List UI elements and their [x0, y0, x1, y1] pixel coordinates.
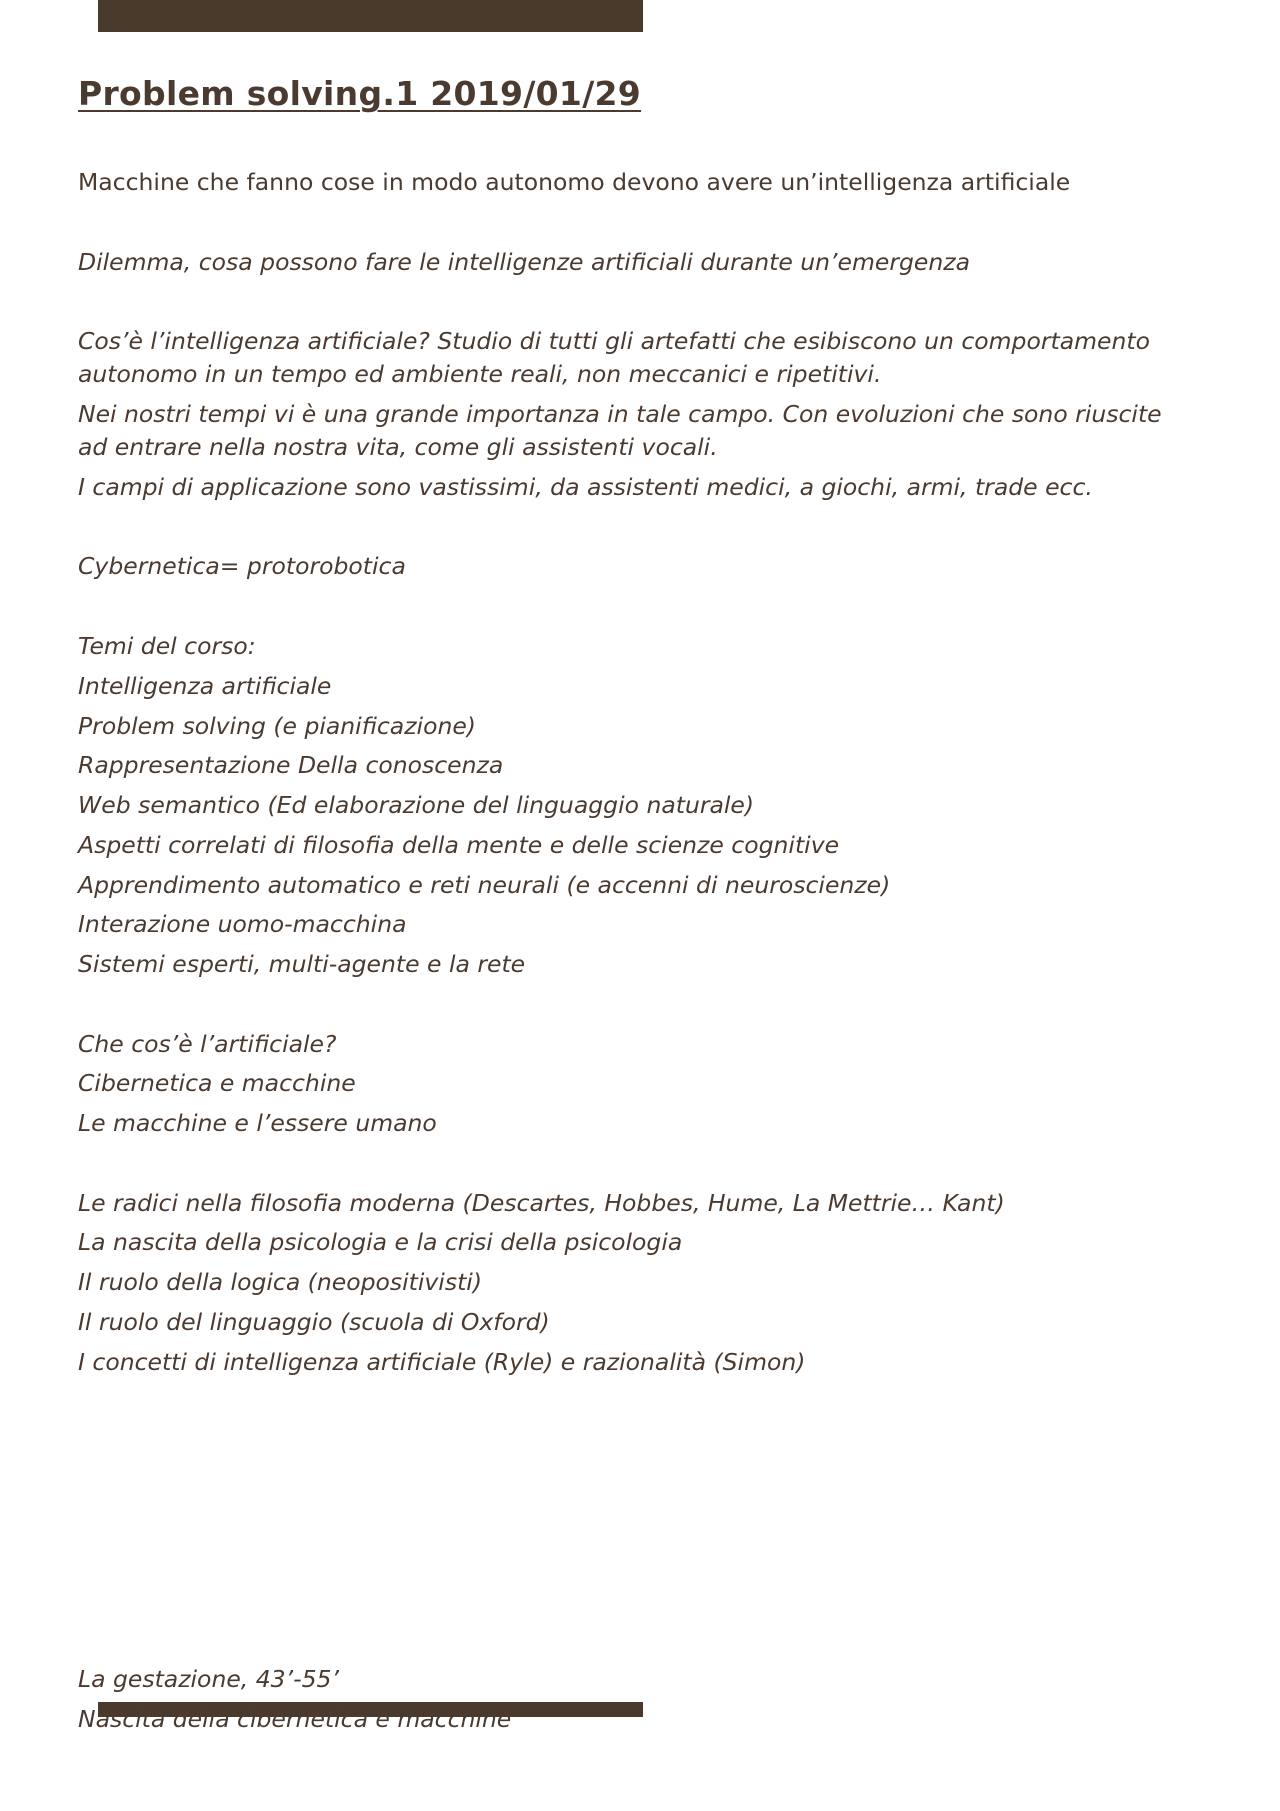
- artificial-topic-item: Le macchine e l’essere umano: [78, 1109, 437, 1137]
- roots-topic-item: Le radici nella filosofia moderna (Descartes, Hobbes, Hume, La Mettrie… Kant): [78, 1189, 1005, 1217]
- course-topic-item: Interazione uomo-macchina: [78, 910, 407, 938]
- roots-topic-item: Il ruolo del linguaggio (scuola di Oxford): [78, 1308, 550, 1336]
- course-topic-item: Intelligenza artificiale: [78, 672, 332, 700]
- definition-line-1: Cos’è l’intelligenza artificiale? Studio di tutti gli artefatti che esibiscono un comportamento: [78, 327, 1150, 355]
- page-title: Problem solving.1 2019/01/29: [78, 74, 642, 113]
- cybernetics-paragraph: Cybernetica= protorobotica: [78, 552, 406, 580]
- course-topics-heading: Temi del corso:: [78, 632, 256, 660]
- course-topic-item: Sistemi esperti, multi-agente e la rete: [78, 950, 526, 978]
- course-topic-item: Rappresentazione Della conoscenza: [78, 751, 504, 779]
- artificial-topic-item: Cibernetica e macchine: [78, 1069, 356, 1097]
- course-topic-item: Problem solving (e pianificazione): [78, 712, 476, 740]
- applications-paragraph: I campi di applicazione sono vastissimi, da assistenti medici, a giochi, armi, trade ecc.: [78, 473, 1093, 501]
- dilemma-paragraph: Dilemma, cosa possono fare le intelligenze artificiali durante un’emergenza: [78, 248, 970, 276]
- top-decorative-bar: [98, 0, 643, 32]
- course-topic-item: Apprendimento automatico e reti neurali (e accenni di neuroscienze): [78, 871, 891, 899]
- birth-line: Nascita della cibernetica e macchine: [78, 1705, 512, 1733]
- intro-paragraph: Macchine che fanno cose in modo autonomo devono avere un’intelligenza artificiale: [78, 168, 1071, 196]
- artificial-topic-item: Che cos’è l’artificiale?: [78, 1030, 337, 1058]
- importance-line-2: ad entrare nella nostra vita, come gli assistenti vocali.: [78, 433, 718, 461]
- definition-line-2: autonomo in un tempo ed ambiente reali, non meccanici e ripetitivi.: [78, 360, 882, 388]
- course-topic-item: Web semantico (Ed elaborazione del linguaggio naturale): [78, 791, 755, 819]
- roots-topic-item: Il ruolo della logica (neopositivisti): [78, 1268, 482, 1296]
- importance-line-1: Nei nostri tempi vi è una grande importanza in tale campo. Con evoluzioni che sono riuscite: [78, 400, 1162, 428]
- roots-topic-item: La nascita della psicologia e la crisi della psicologia: [78, 1228, 683, 1256]
- course-topic-item: Aspetti correlati di filosofia della mente e delle scienze cognitive: [78, 831, 840, 859]
- gestation-line: La gestazione, 43’-55’: [78, 1665, 339, 1693]
- roots-topic-item: I concetti di intelligenza artificiale (Ryle) e razionalità (Simon): [78, 1348, 806, 1376]
